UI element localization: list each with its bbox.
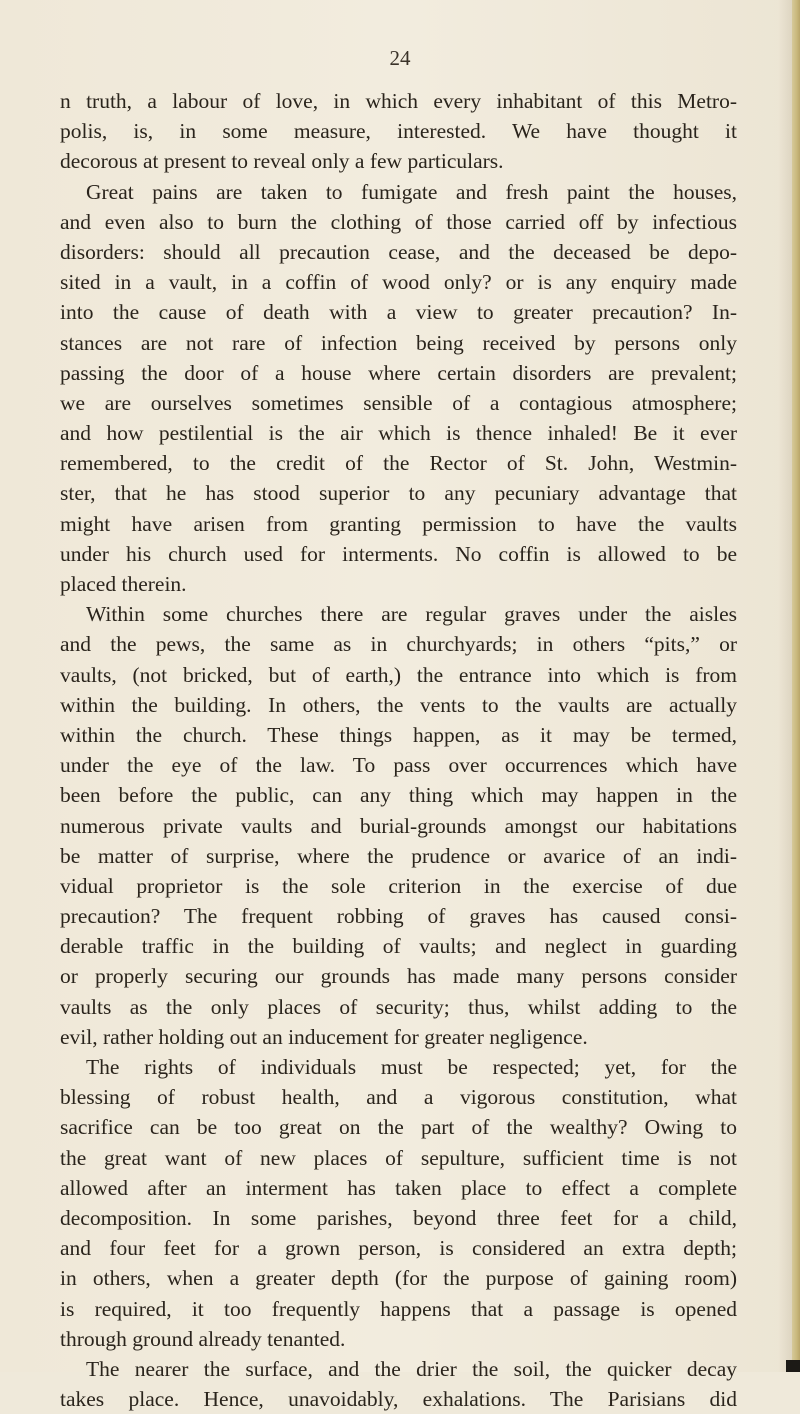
text-line: Within some churches there are regular graves under the aisles [86,602,737,627]
text-line: is required, it too frequently happens that a passage is opened [60,1296,737,1321]
text-line: placed therein. [60,572,187,596]
page-edge-shadow [778,0,792,1372]
text-line: we are ourselves sometimes sensible of a contagious atmosphere; [60,390,737,415]
text-line: vaults, (not bricked, but of earth,) the entrance into which is from [60,662,737,687]
text-line: blessing of robust health, and a vigorous constitution, what [60,1085,737,1110]
page-number: 24 [389,46,411,70]
text-line: under his church used for interments. No coffin is allowed to be [60,541,737,566]
text-line: in others, when a greater depth (for the purpose of gaining room) [60,1266,737,1291]
text-line: might have arisen from granting permission to have the vaults [60,511,737,536]
text-line: allowed after an interment has taken place to effect a complete [60,1175,737,1200]
text-line: disorders: should all precaution cease, and the deceased be depo- [60,239,737,264]
text-line: precaution? The frequent robbing of graves has caused consi- [60,904,737,929]
page-edge [792,0,800,1372]
text-line: n truth, a labour of love, in which every inhabitant of this Metro- [60,89,737,113]
text-line: vaults as the only places of security; thus, whilst adding to the [60,994,737,1019]
text-line: within the church. These things happen, as it may be termed, [60,722,737,747]
text-line: and how pestilential is the air which is thence inhaled! Be it ever [60,421,737,446]
text-line: be matter of surprise, where the prudence or avarice of an indi- [60,843,737,868]
text-line: derable traffic in the building of vaults; and neglect in guarding [60,934,737,959]
text-line: sacrifice can be too great on the part of the wealthy? Owing to [60,1115,737,1140]
text-line: vidual proprietor is the sole criterion in the exercise of due [60,873,737,898]
text-line: been before the public, can any thing which may happen in the [60,783,737,808]
text-line: The nearer the surface, and the drier the soil, the quicker decay [86,1356,737,1381]
text-line: stances are not rare of infection being received by persons only [60,330,737,355]
text-line: passing the door of a house where certain disorders are prevalent; [60,360,737,385]
text-line: decorous at present to reveal only a few particulars. [60,149,504,174]
text-line: takes place. Hence, unavoidably, exhalations. The Parisians did [60,1387,737,1412]
text-line: under the eye of the law. To pass over occurrences which have [60,753,737,778]
text-line: and the pews, the same as in churchyards; in others “pits,” or [60,632,737,657]
text-line: into the cause of death with a view to greater precaution? In- [60,300,737,325]
text-line: the great want of new places of sepulture, sufficient time is not [60,1145,737,1170]
text-line: numerous private vaults and burial-grounds amongst our habitations [60,813,737,838]
text-line: remembered, to the credit of the Rector of St. John, Westmin- [60,451,737,476]
text-line: The rights of individuals must be respected; yet, for the [86,1055,737,1079]
text-line: and four feet for a grown person, is considered an extra depth; [60,1236,737,1261]
corner-mark [786,1360,800,1372]
body-text [60,86,737,1414]
text-line: Great pains are taken to fumigate and fresh paint the houses, [86,179,737,204]
text-line: ster, that he has stood superior to any pecuniary advantage that [60,481,737,506]
text-line: through ground already tenanted. [60,1326,346,1351]
text-line: and even also to burn the clothing of those carried off by infectious [60,209,737,234]
text-line: or properly securing our grounds has made many persons consider [60,964,737,989]
text-line: decomposition. In some parishes, beyond three feet for a child, [60,1205,737,1230]
text-line: within the building. In others, the vents to the vaults are actually [60,692,737,717]
text-line: sited in a vault, in a coffin of wood only? or is any enquiry made [60,270,737,295]
text-line: polis, is, in some measure, interested. We have thought it [60,119,737,144]
text-line: evil, rather holding out an inducement for greater negligence. [60,1024,588,1049]
